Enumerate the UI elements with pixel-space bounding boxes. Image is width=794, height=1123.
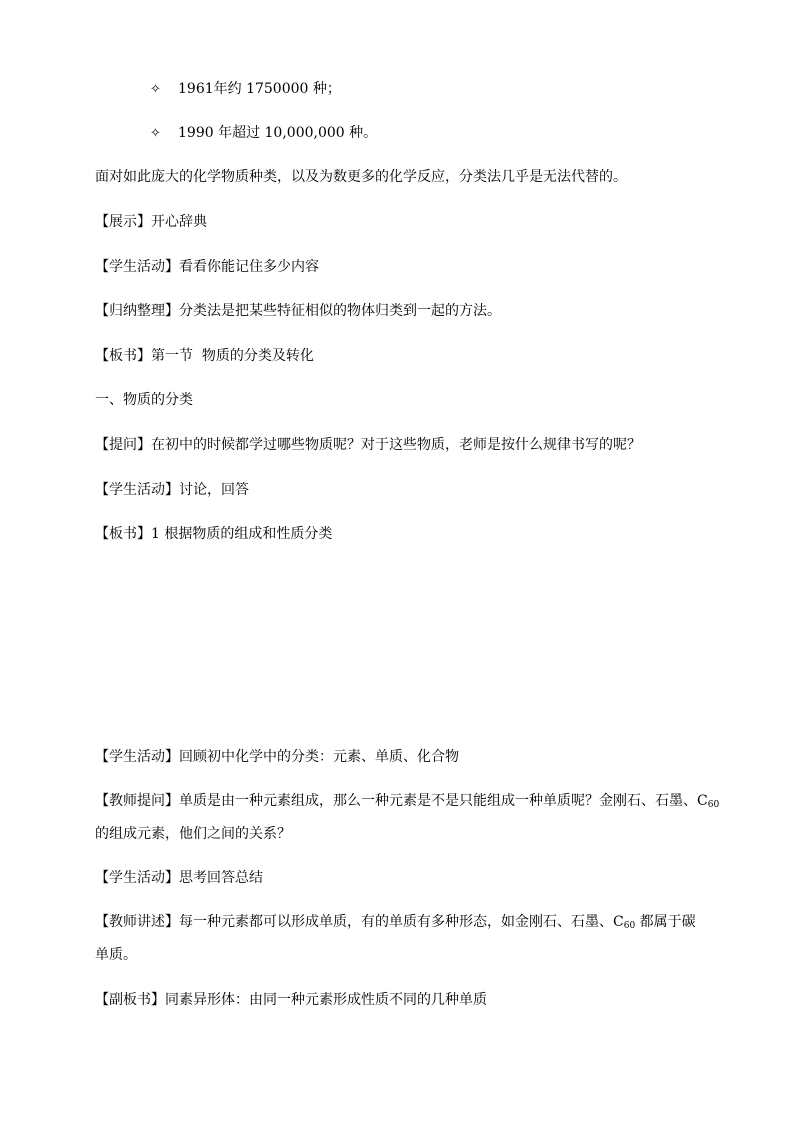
paragraph-continuation: 单质。: [95, 947, 137, 963]
section-tag: 【板书】: [95, 348, 151, 364]
section-tag: 【教师讲述】: [95, 914, 179, 930]
section-tag: 【教师提问】: [95, 793, 179, 809]
paragraph: [95, 867, 715, 889]
section-tag: 【归纳整理】: [95, 303, 179, 319]
paragraph-text: 都属于碳: [635, 914, 696, 930]
diamond-star-icon: ✧: [150, 126, 161, 141]
paragraph-text: 回顾初中化学中的分类：元素、单质、化合物: [179, 749, 459, 765]
bullet-item: [150, 122, 770, 145]
paragraph-text: 1 根据物质的组成和性质分类: [151, 526, 333, 542]
paragraph: [95, 479, 715, 501]
paragraph-text: 第一节 物质的分类及转化: [151, 348, 314, 364]
paragraph-text: 在初中的时候都学过哪些物质呢？对于这些物质，老师是按什么规律书写的呢？: [151, 437, 641, 453]
paragraph-text: 分类法是把某些特征相似的物体归类到一起的方法。: [179, 303, 501, 319]
paragraph: [95, 746, 715, 768]
bullet-text: 1961年约 1750000 种；: [178, 81, 341, 97]
paragraph: [95, 523, 715, 545]
section-tag: 【学生活动】: [95, 870, 179, 886]
bullet-item: [150, 78, 770, 101]
paragraph-text: 讨论，回答: [179, 482, 249, 498]
paragraph-text: 单质是由一种元素组成，那么一种元素是不是只能组成一种单质呢？金刚石、石墨、C: [179, 793, 708, 809]
paragraph: [95, 256, 715, 278]
paragraph-continuation: 的组成元素，他们之间的关系？: [95, 826, 291, 842]
section-tag: 【板书】: [95, 526, 151, 542]
paragraph: [95, 434, 715, 456]
paragraph: [95, 790, 720, 812]
paragraph-text: 同素异形体：由同一种元素形成性质不同的几种单质: [165, 992, 487, 1008]
section-tag: 【展示】: [95, 214, 151, 230]
paragraph-text: 每一种元素都可以形成单质，有的单质有多种形态，如金刚石、石墨、C: [179, 914, 624, 930]
paragraph-text: 思考回答总结: [179, 870, 263, 886]
section-tag: 【提问】: [95, 437, 151, 453]
paragraph: [95, 911, 715, 933]
section-tag: 【学生活动】: [95, 482, 179, 498]
section-tag: 【学生活动】: [95, 259, 179, 275]
subscript-60: 60: [707, 800, 720, 810]
paragraph: 面对如此庞大的化学物质种类，以及为数更多的化学反应，分类法几乎是无法代替的。: [95, 169, 627, 185]
paragraph-text: 开心辞典: [151, 214, 207, 230]
paragraph-text: 看看你能记住多少内容: [179, 259, 319, 275]
paragraph: [95, 989, 715, 1011]
section-tag: 【副板书】: [95, 992, 165, 1008]
bullet-text: 1990 年超过 10,000,000 种。: [178, 125, 378, 141]
section-heading: 一、物质的分类: [95, 392, 193, 408]
paragraph: [95, 300, 715, 322]
paragraph: [95, 345, 715, 367]
diamond-star-icon: ✧: [150, 82, 161, 97]
subscript-60: 60: [623, 921, 636, 931]
paragraph: [95, 211, 715, 233]
section-tag: 【学生活动】: [95, 749, 179, 765]
